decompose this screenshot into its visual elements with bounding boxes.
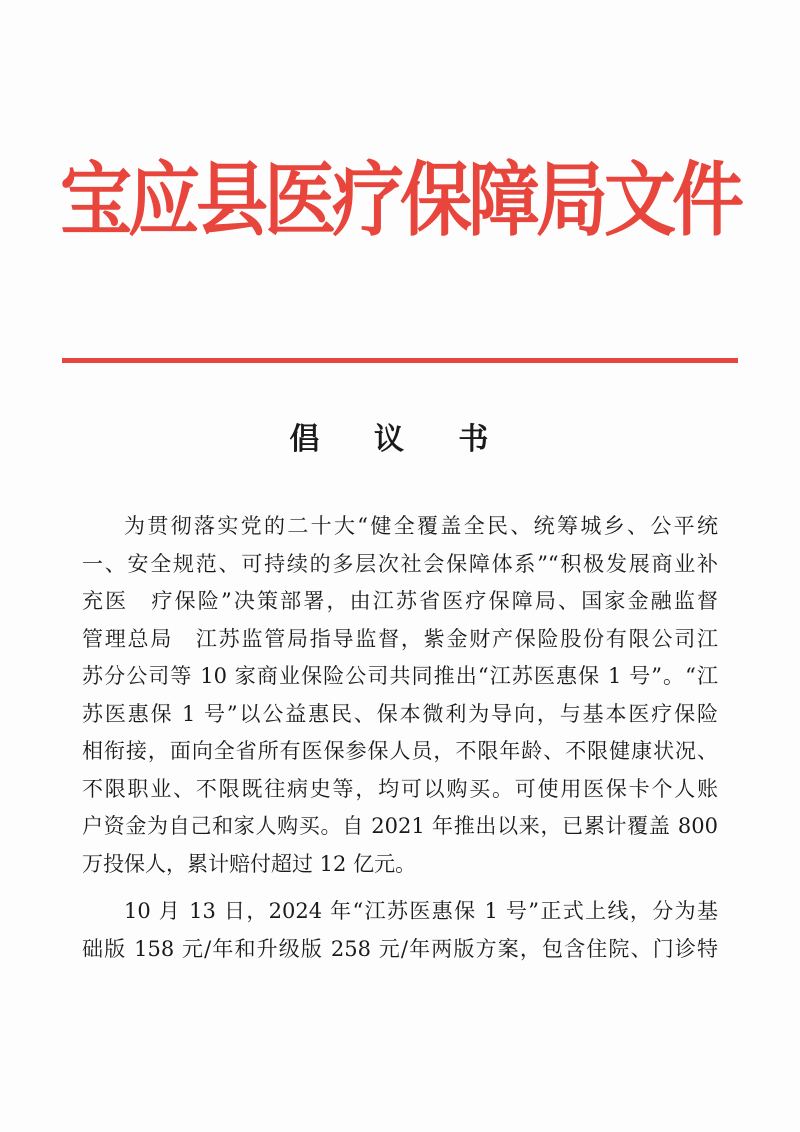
paragraph-2 <box>82 893 718 968</box>
document-title: 倡 议 书 <box>289 422 511 457</box>
text-line: 础版 158 元/年和升级版 258 元/年两版方案，包含住院、门诊特 <box>82 936 718 961</box>
red-header-divider <box>62 358 738 363</box>
text-line: 不限职业、不限既往病史等，均可以购买。可使用医保卡个人账 <box>82 776 718 801</box>
text-line: 管理总局 江苏监管局指导监督，紫金财产保险股份有限公司江 <box>82 626 718 651</box>
text-line: 户资金为自己和家人购买。自 2021 年推出以来，已累计覆盖 800 <box>82 814 718 838</box>
text-line: 一、安全规范、可持续的多层次社会保障体系”“积极发展商业补 <box>82 551 718 576</box>
text-line: 10 月 13 日，2024 年“江苏医惠保 1 号”正式上线，分为基 <box>124 899 718 923</box>
paragraph-1 <box>82 508 718 883</box>
text-line: 苏医惠保 1 号”以公益惠民、保本微利为导向，与基本医疗保险 <box>82 701 718 726</box>
text-line: 充医 疗保险”决策部署，由江苏省医疗保障局、国家金融监督 <box>82 589 718 613</box>
text-line: 为贯彻落实党的二十大“健全覆盖全民、统筹城乡、公平统 <box>124 514 718 538</box>
text-line: 万投保人，累计赔付超过 12 亿元。 <box>82 851 417 876</box>
issuing-authority-header: 宝应县医疗保障局文件 <box>59 151 740 248</box>
text-line: 相衔接，面向全省所有医保参保人员，不限年龄、不限健康状况、 <box>82 739 718 763</box>
text-line: 苏分公司等 10 家商业保险公司共同推出“江苏医惠保 1 号”。“江 <box>82 664 718 688</box>
document-body <box>82 508 718 968</box>
